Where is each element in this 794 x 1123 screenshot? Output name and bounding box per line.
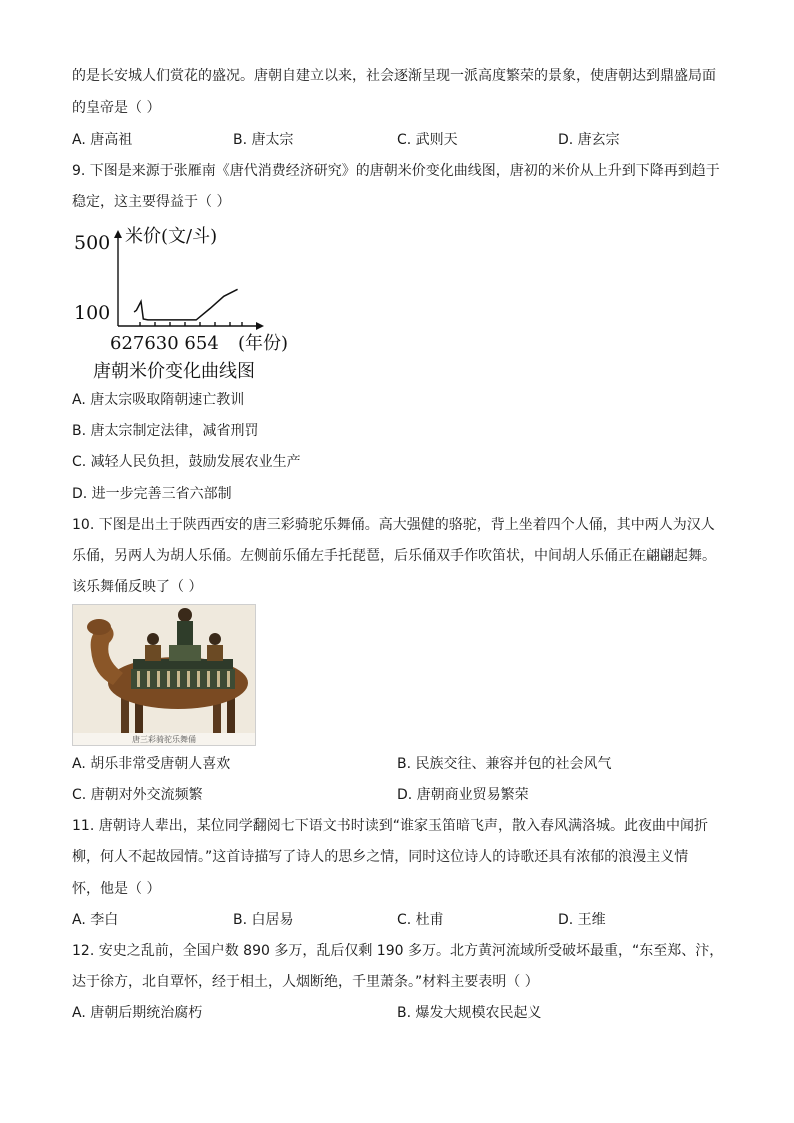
rice-price-chart <box>70 222 310 387</box>
q8-stem-line1: 的是长安城人们赏花的盛况。唐朝自建立以来，社会逐渐呈现一派高度繁荣的景象，使唐朝达到鼎盛局面 <box>72 68 716 84</box>
q10-option-b[interactable]: B. 民族交往、兼容并包的社会风气 <box>397 756 612 772</box>
y-tick-label-100: 100 <box>74 302 111 324</box>
y-axis-label: 米价(文/斗) <box>125 226 218 247</box>
q8-option-b[interactable]: B. 唐太宗 <box>233 132 294 148</box>
x-axis-arrow <box>256 322 264 330</box>
camel-musicians-figurine-photo <box>72 604 256 746</box>
y-tick-label-500: 500 <box>74 232 111 254</box>
q11-option-a[interactable]: A. 李白 <box>72 912 119 928</box>
q8-option-c[interactable]: C. 武则天 <box>397 132 458 148</box>
camel-figurine-illustration <box>73 605 255 745</box>
q9-option-a[interactable]: A. 唐太宗吸取隋朝速亡教训 <box>72 392 245 408</box>
q12-option-a[interactable]: A. 唐朝后期统治腐朽 <box>72 1005 203 1021</box>
q10-stem-line2: 乐俑，另两人为胡人乐俑。左侧前乐俑左手托琵琶，后乐俑双手作吹笛状，中间胡人乐俑正在翩翩起舞。 <box>72 548 716 564</box>
x-tick-labels: 627630 654 <box>110 333 219 354</box>
q9-option-b[interactable]: B. 唐太宗制定法律，减省刑罚 <box>72 423 259 439</box>
q11-option-c[interactable]: C. 杜甫 <box>397 912 444 928</box>
q9-option-d[interactable]: D. 进一步完善三省六部制 <box>72 486 232 502</box>
q8-option-a[interactable]: A. 唐高祖 <box>72 132 133 148</box>
rice-price-chart-svg <box>70 222 310 387</box>
q9-option-c[interactable]: C. 减轻人民负担，鼓励发展农业生产 <box>72 454 301 470</box>
q10-stem-line1: 10. 下图是出土于陕西西安的唐三彩骑驼乐舞俑。高大强健的骆驼，背上坐着四个人俑，其中两人为汉人 <box>72 517 715 533</box>
q12-stem-line1: 12. 安史之乱前，全国户数 890 多万，乱后仅剩 190 多万。北方黄河流域所受破坏最重，“东至郑、汴， <box>72 943 724 959</box>
q8-option-d[interactable]: D. 唐玄宗 <box>558 132 620 148</box>
q11-stem-line3: 怀，他是（ ） <box>72 881 161 897</box>
q10-option-d[interactable]: D. 唐朝商业贸易繁荣 <box>397 787 529 803</box>
q12-option-b[interactable]: B. 爆发大规模农民起义 <box>397 1005 542 1021</box>
figurine-image-caption: 唐三彩骑驼乐舞俑 <box>132 735 196 744</box>
x-axis-label: (年份) <box>238 333 289 354</box>
q11-stem-line2: 柳，何人不起故园情。”这首诗描写了诗人的思乡之情，同时这位诗人的诗歌还具有浓郁的浪漫主义情 <box>72 849 689 865</box>
q10-option-a[interactable]: A. 胡乐非常受唐朝人喜欢 <box>72 756 231 772</box>
rice-price-series-line <box>134 289 238 320</box>
q9-stem-line1: 9. 下图是来源于张雁南《唐代消费经济研究》的唐朝米价变化曲线图，唐初的米价从上升到下降再到趋于 <box>72 163 720 179</box>
q9-stem-line2: 稳定，这主要得益于（ ） <box>72 194 231 210</box>
q11-option-b[interactable]: B. 白居易 <box>233 912 294 928</box>
q12-stem-line2: 达于徐方，北自覃怀，经于相土，人烟断绝，千里萧条。”材料主要表明（ ） <box>72 974 539 990</box>
chart-title: 唐朝米价变化曲线图 <box>93 361 255 382</box>
y-axis-arrow <box>114 230 122 238</box>
q8-stem-line2: 的皇帝是（ ） <box>72 100 161 116</box>
q11-option-d[interactable]: D. 王维 <box>558 912 606 928</box>
q11-stem-line1: 11. 唐朝诗人辈出，某位同学翻阅七下语文书时读到“谁家玉笛暗飞声，散入春风满洛城。此夜曲中闻折 <box>72 818 708 834</box>
q10-stem-line3: 该乐舞俑反映了（ ） <box>72 579 203 595</box>
q10-option-c[interactable]: C. 唐朝对外交流频繁 <box>72 787 203 803</box>
